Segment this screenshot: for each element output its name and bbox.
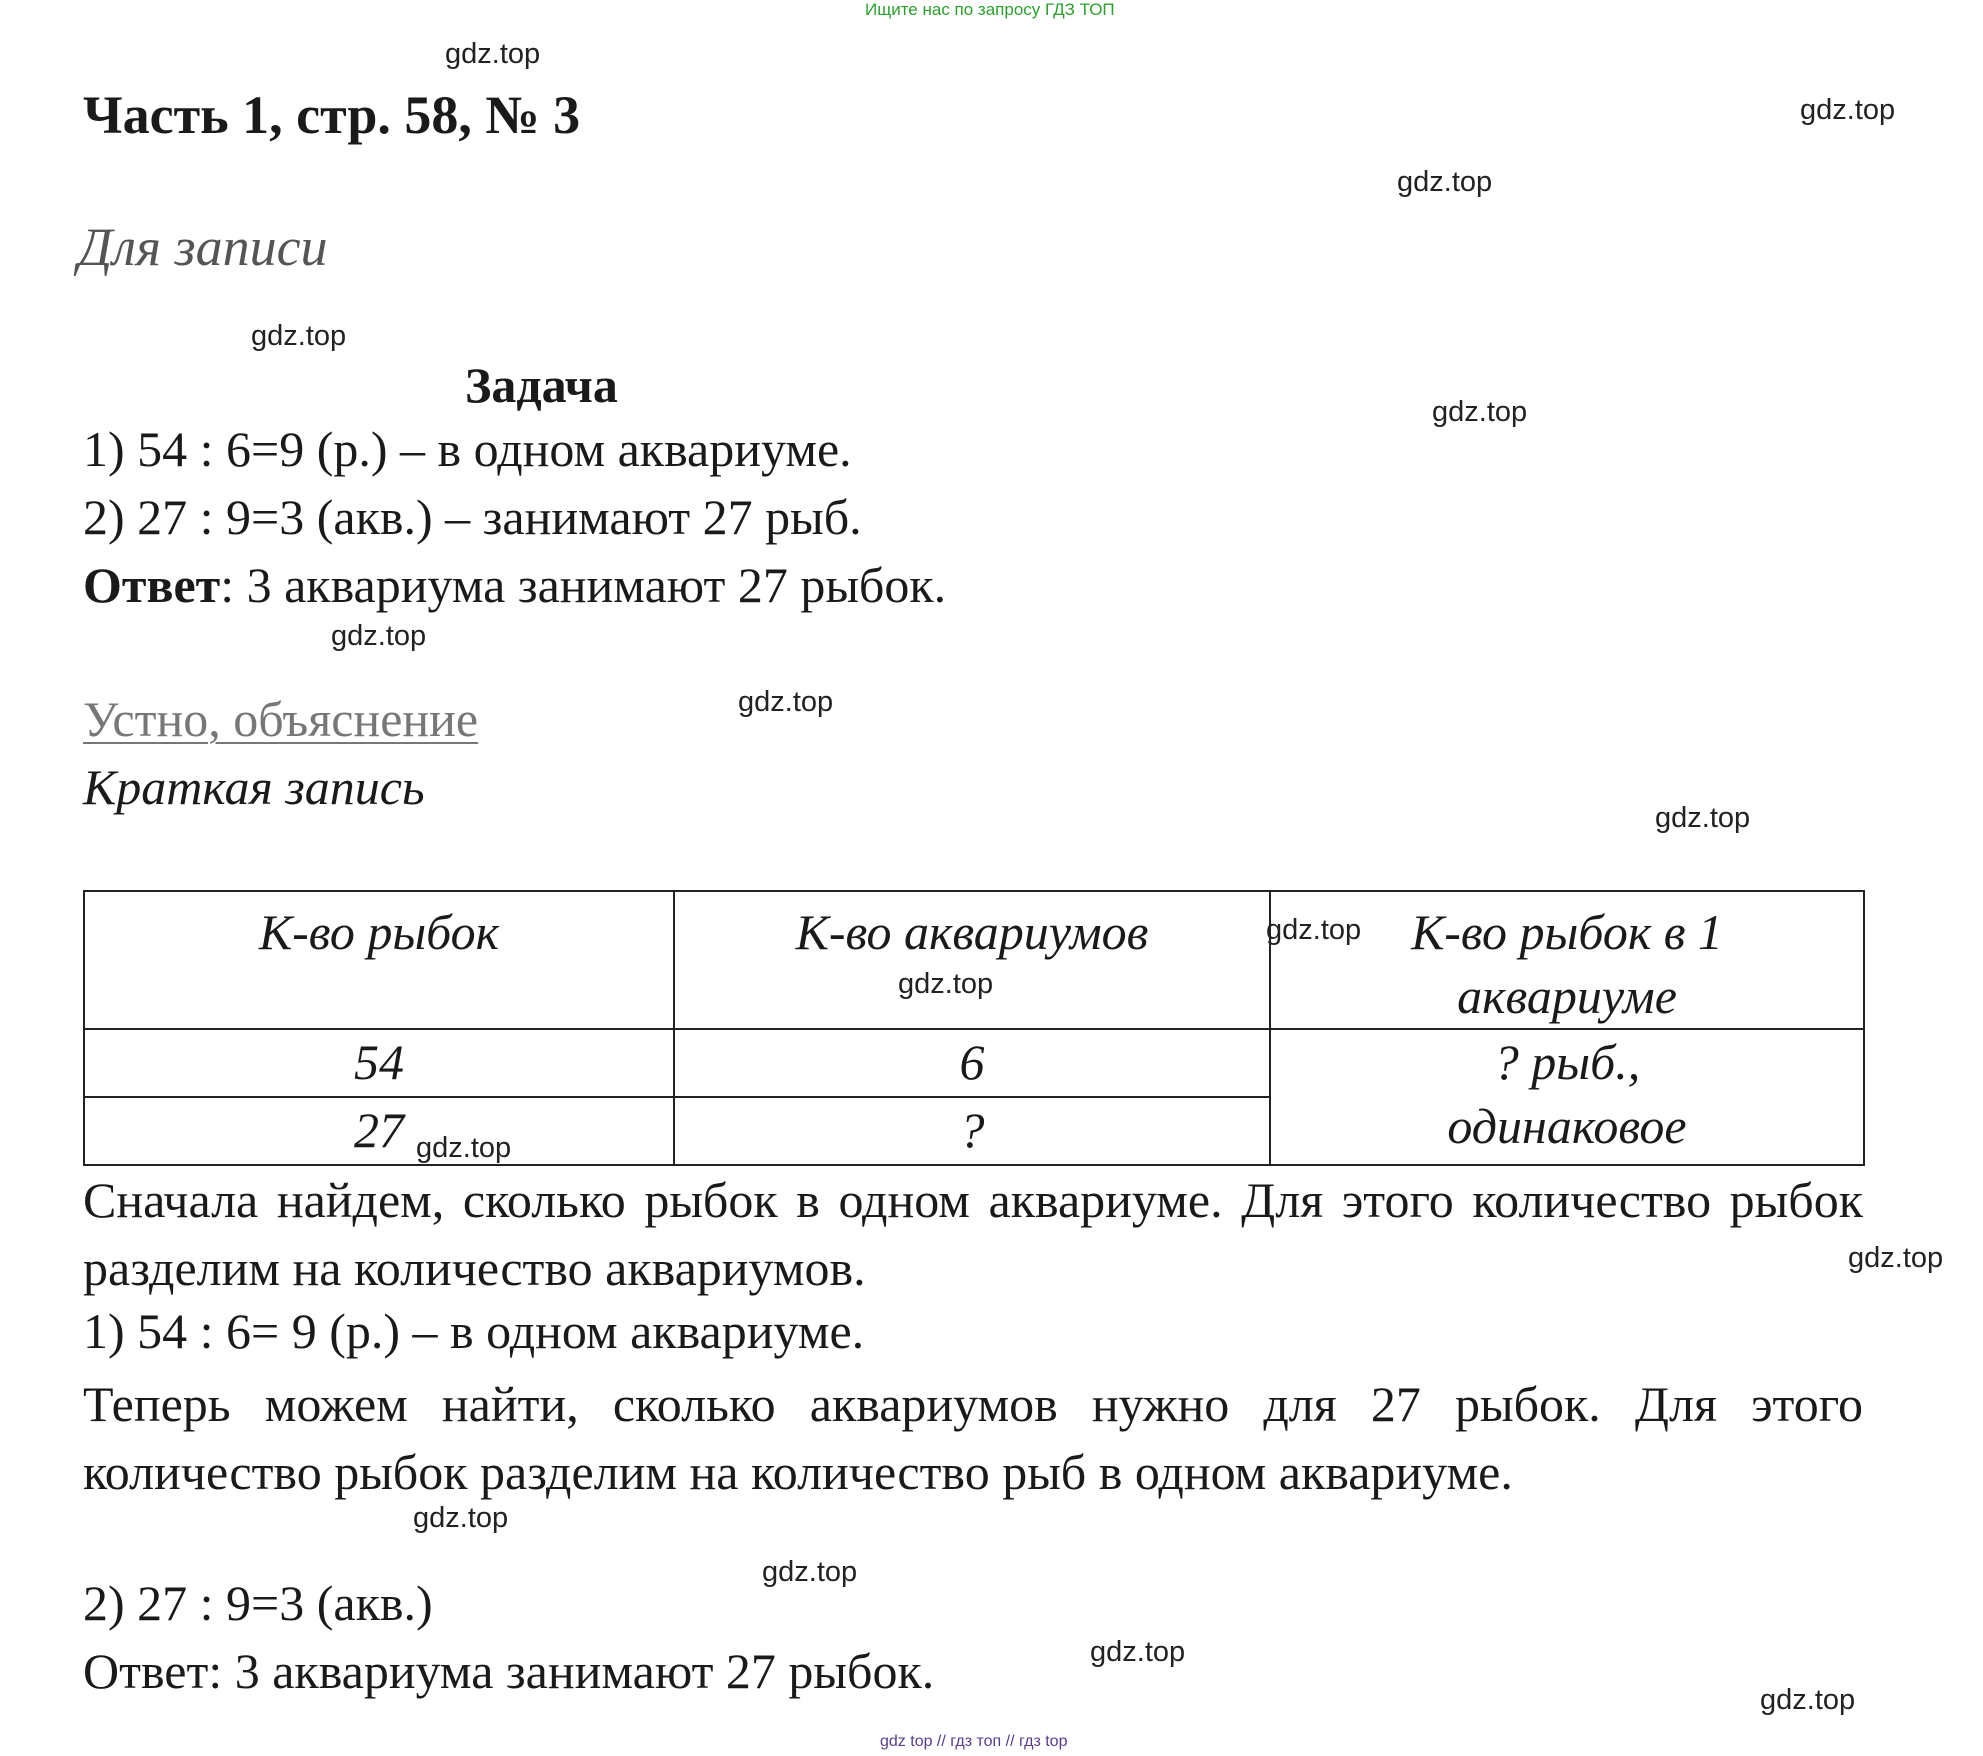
watermark: gdz.top — [1090, 1636, 1186, 1668]
table-header: К-во рыбок в 1 аквариуме — [1270, 891, 1864, 1029]
table-header: К-во рыбок — [84, 891, 674, 1029]
watermark: gdz.top — [251, 320, 347, 352]
table-row — [84, 1029, 1864, 1097]
explanation-step-2: 2) 27 : 9=3 (акв.) — [83, 1575, 433, 1631]
brief-record-heading: Краткая запись — [83, 759, 425, 815]
task-line-2: 2) 27 : 9=3 (акв.) – занимают 27 рыб. — [83, 489, 862, 545]
watermark: gdz.top — [413, 1502, 509, 1534]
top-banner[interactable]: Ищите нас по запросу ГДЗ ТОП — [865, 0, 1115, 19]
section-oral-heading: Устно, объяснение — [83, 691, 479, 747]
watermark: gdz.top — [738, 686, 834, 718]
table-cell: 6 — [674, 1029, 1270, 1097]
watermark: gdz.top — [445, 38, 541, 70]
watermark: gdz.top — [1432, 396, 1528, 428]
task-answer — [83, 556, 946, 614]
task-heading: Задача — [465, 357, 618, 413]
watermark: gdz.top — [762, 1556, 858, 1588]
answer-label: Ответ — [83, 557, 221, 613]
watermark: gdz.top — [898, 968, 994, 1000]
table-cell: ? — [674, 1097, 1270, 1165]
footer-links[interactable]: gdz top // гдз топ // гдз top — [880, 1733, 1068, 1750]
table-header: К-во аквариумов — [674, 891, 1270, 1029]
watermark: gdz.top — [1655, 802, 1751, 834]
explanation-paragraph-1: Сначала найдем, сколько рыбок в одном аквариуме. Для этого количество рыбок разделим на количество аквариумов. — [83, 1172, 1863, 1296]
section-record-heading: Для записи — [78, 217, 328, 277]
brief-record-table — [83, 890, 1865, 1166]
watermark: gdz.top — [416, 1132, 512, 1164]
answer-text: : 3 аквариума занимают 27 рыбок. — [220, 557, 947, 613]
watermark: gdz.top — [1800, 94, 1896, 126]
explanation-answer: Ответ: 3 аквариума занимают 27 рыбок. — [83, 1643, 935, 1699]
table-header-row — [84, 891, 1864, 1029]
task-line-1: 1) 54 : 6=9 (р.) – в одном аквариуме. — [83, 421, 852, 477]
watermark: gdz.top — [1760, 1684, 1856, 1716]
page-title: Часть 1, стр. 58, № 3 — [83, 85, 581, 145]
table-cell: 54 — [84, 1029, 674, 1097]
explanation-paragraph-2: Теперь можем найти, сколько аквариумов нужно для 27 рыбок. Для этого количество рыбок разделим на количество рыб в одном аквариуме. — [83, 1376, 1863, 1500]
table-cell: 27 — [84, 1097, 674, 1165]
watermark: gdz.top — [331, 620, 427, 652]
explanation-step-1: 1) 54 : 6= 9 (р.) – в одном аквариуме. — [83, 1303, 865, 1359]
table-merged-cell: ? рыб., одинаковое — [1270, 1029, 1864, 1165]
watermark: gdz.top — [1848, 1242, 1944, 1274]
watermark: gdz.top — [1397, 166, 1493, 198]
watermark: gdz.top — [1266, 914, 1362, 946]
